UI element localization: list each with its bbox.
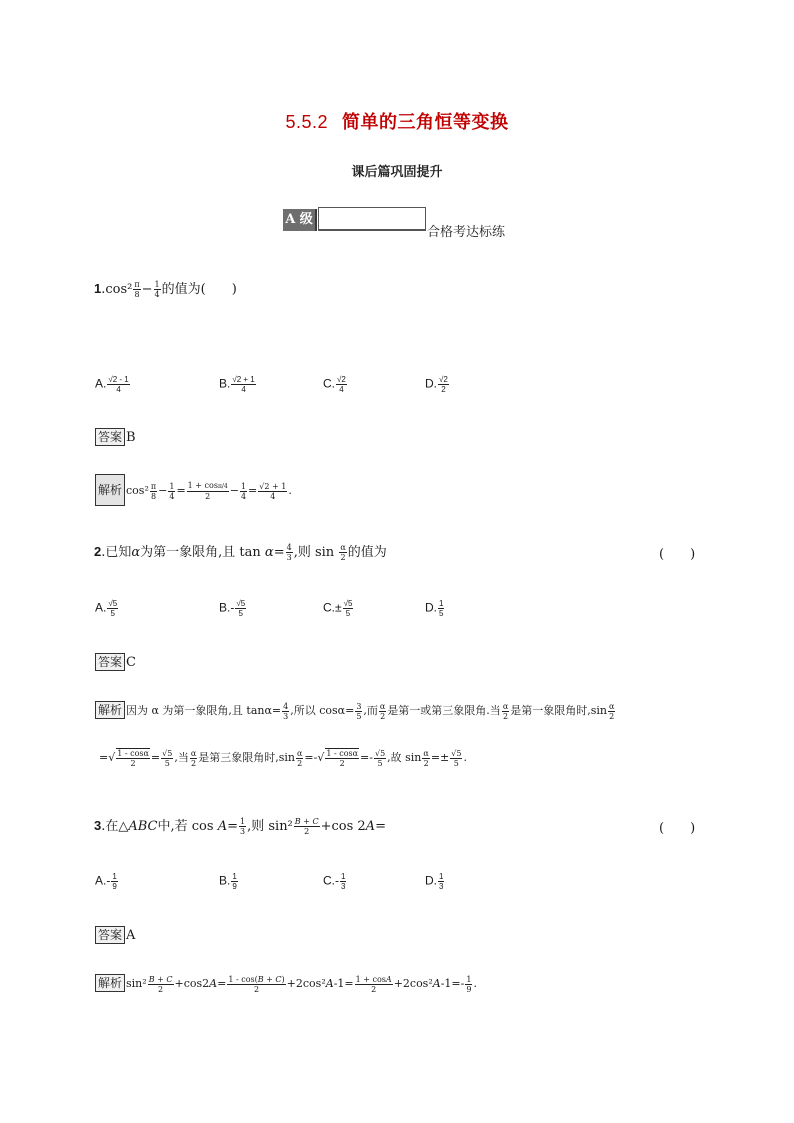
question-2-option-b[interactable]: B.- $\frac{√5}{5}$ (219, 599, 246, 618)
question-2-stem: 2.已知α为第一象限角,且 tan α= $\frac{4}{3}$ ,则 sin $\frac{\alpha}{2}$ 的值为 (94, 543, 387, 562)
level-badge: A 级 (283, 209, 317, 231)
question-3-option-a[interactable]: A.- $\frac{1}{9}$ (95, 872, 117, 891)
question-3-option-d[interactable]: D. $\frac{1}{3}$ (425, 872, 444, 891)
question-3-option-c[interactable]: C.- $\frac{1}{3}$ (323, 872, 346, 891)
answer-tag: 答案 (95, 653, 125, 671)
question-2-solution-line1: 解析 因为 α 为第一象限角,且 tanα= $\frac{4}{3}$ ,所以 cosα= $\frac{3}{5}$ ,而 $\frac{\alpha}{2}$ 是第一或第三象限角.当 $\frac{\alpha}{2}$ 是第一象限角时,sin $\frac{\alpha}{2}$ (95, 701, 616, 721)
question-1-option-c[interactable]: C. $\frac{√2}{4}$ (323, 375, 346, 394)
question-3-answer-blank: ( ) (659, 821, 696, 836)
question-2-solution-line2: =√ $\frac{1 - \cos\alpha}{2}$ = $\frac{√5}{5}$ ,当 $\frac{\alpha}{2}$ 是第三象限角时,sin $\frac{\alpha}{2}$ =-√ $\frac{1 - \cos\alpha}{2}$ =- $\frac{√5}{5}$ ,故 sin $\frac{\alpha}{2}$ =± $\frac{√5}{5}$ . (99, 748, 467, 768)
question-2-option-a[interactable]: A. $\frac{√5}{5}$ (95, 599, 118, 618)
question-1-option-b[interactable]: B. $\frac{√2 + 1}{4}$ (219, 375, 255, 394)
question-2-option-c[interactable]: C.± $\frac{√5}{5}$ (323, 599, 353, 618)
section-number: 5.5.2 (285, 112, 329, 132)
question-3-answer: 答案 A (95, 926, 135, 944)
question-1-solution: 解析 cos² $\frac{\pi}{8}$ − $\frac{1}{4}$ = $\frac{1 + \cos\pi/4}{2}$ − $\frac{1}{4}$ = $\frac{√2 + 1}{4}$ . (95, 474, 292, 506)
question-3-solution: 解析 sin² $\frac{B + C}{2}$ +cos2A= $\frac{1 - \cos(B + C)}{2}$ +2cos²A-1= $\frac{1 + \cos A}{2}$ +2cos²A-1=- $\frac{1}{9}$ . (95, 974, 477, 994)
level-name: 合格考达标练 (427, 225, 506, 240)
page-subtitle: 课后篇巩固提升 (351, 165, 443, 180)
question-1-stem: 1.cos² $\frac{\pi}{8}$ − $\frac{1}{4}$ 的值为( ) (94, 280, 237, 299)
question-3-stem: 3.在△ABC中,若 cos A= $\frac{1}{3}$ ,则 sin² $\frac{B + C}{2}$ +cos 2A= (94, 817, 386, 836)
answer-tag: 答案 (95, 428, 125, 446)
question-1-answer: 答案 B (95, 428, 136, 446)
section-name: 简单的三角恒等变换 (342, 112, 509, 133)
answer-tag: 答案 (95, 926, 125, 944)
question-3-option-b[interactable]: B. $\frac{1}{9}$ (219, 872, 237, 891)
question-1-option-a[interactable]: A. $\frac{√2 - 1}{4}$ (95, 375, 129, 394)
solution-tag: 解析 (95, 974, 125, 992)
question-2-answer: 答案 C (95, 653, 136, 671)
solution-tag: 解析 (95, 474, 125, 506)
question-2-answer-blank: ( ) (659, 547, 696, 562)
level-box (318, 207, 426, 231)
solution-tag: 解析 (95, 701, 125, 719)
question-2-option-d[interactable]: D. $\frac{1}{5}$ (425, 599, 444, 618)
question-1-option-d[interactable]: D. $\frac{√2}{2}$ (425, 375, 448, 394)
section-title (0, 108, 794, 134)
